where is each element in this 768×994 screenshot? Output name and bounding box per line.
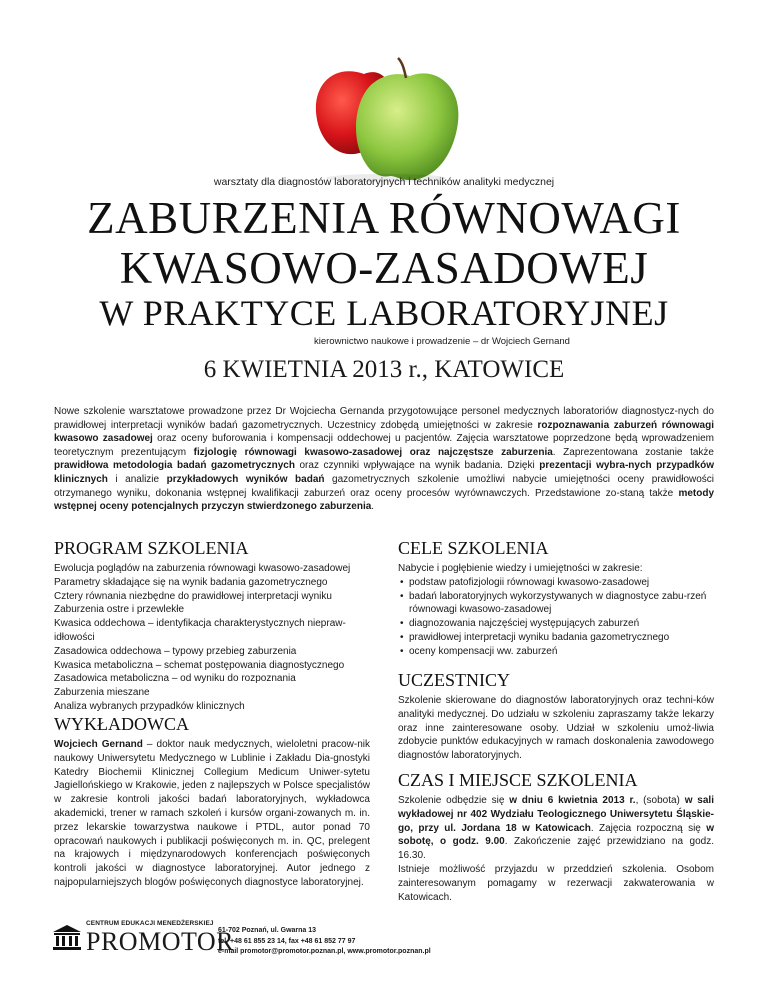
- program-item: Kwasica oddechowa – identyfikacja charakterystycznych niepraw-idłowości: [54, 618, 346, 643]
- goals-section: [398, 562, 714, 659]
- goals-list: [398, 576, 714, 659]
- promotor-logo: [52, 920, 235, 960]
- kicker-text: warsztaty dla diagnostów laboratoryjnych i techników analityki medycznej: [213, 176, 555, 188]
- goal-item: • oceny kompensacji ww. zaburzeń: [398, 645, 714, 659]
- participants-title: UCZESTNICY: [398, 670, 510, 690]
- intro-run: .: [371, 501, 375, 513]
- goal-item: • diagnozowania najczęściej występujących zaburzeń: [398, 617, 714, 631]
- title-line-3: W PRAKTYCE LABORATORYJNEJ: [99, 293, 669, 333]
- contact-info: [218, 926, 431, 958]
- intro-run: fizjologię równowagi kwasowo-zasadowej oraz najczęstsze zaburzenia: [193, 446, 553, 458]
- building-columns-icon: [52, 924, 82, 950]
- title-line-1: ZABURZENIA RÓWNOWAGI: [87, 193, 681, 243]
- logo-subtitle: CENTRUM EDUKACJI MENEDŻERSKIEJ: [86, 920, 214, 927]
- lecturer-name: Wojciech Gernand: [54, 739, 143, 750]
- contact-phone: tel. +48 61 855 23 14, fax +48 61 852 77 97: [218, 937, 356, 945]
- goals-title: CELE SZKOLENIA: [398, 538, 549, 558]
- venue-run: w sali wykładowej nr 402 Wydziału Teologicznego Uniwersytetu Śląskie-go, przy ul. Jordana 18 w Katowicach: [398, 795, 714, 834]
- venue-section: [398, 794, 714, 904]
- venue-run: . Zakończenie zajęć przewidziano na godz. 16.30.: [398, 836, 714, 862]
- venue-run: . Zajęcia rozpoczną się: [590, 822, 707, 834]
- venue-extra: Istnieje możliwość przyjazdu w przeddzień szkolenia. Osobom zainteresowanym pomagamy w rezerwacji zakwaterowania w Katowicach.: [398, 863, 714, 903]
- venue-text: [398, 794, 714, 863]
- intro-run: oraz oceny buforowania i kompensacji oddechowej u pacjentów. Zajęcia warsztatowe poprzedzone będą wprowadzeniem teoretycznym prezentującym: [54, 433, 714, 458]
- intro-run: przykładowych wyników badań: [166, 473, 325, 485]
- goals-lead: Nabycie i pogłębienie wiedzy i umiejętności w zakresie:: [398, 563, 643, 574]
- intro-run: rozpoznawania zaburzeń równowagi kwasowo zasadowej: [54, 419, 715, 445]
- intro-run: metody wstępnej oceny potencjalnych przyczyn stwierdzonego zaburzenia: [54, 487, 714, 513]
- program-item: Zasadowica metaboliczna – od wyniku do rozpoznania: [54, 673, 296, 685]
- intro-run: prezentacji wybra-nych przypadków klinicznych: [54, 460, 714, 485]
- intro-run: Nowe szkolenie warsztatowe prowadzone przez Dr Wojciecha Gernanda przygotowujące personel medycznych laboratoriów diagnostycz-nych do prawidłowej interpretacji wyników badań gazometrycznych. Uczestnicy zdobędą umiejętności w zakresie: [54, 406, 714, 431]
- program-item: Ewolucja poglądów na zaburzenia równowagi kwasowo-zasadowej: [54, 563, 351, 574]
- lecturer-bio: [54, 738, 370, 890]
- contact-email: e-mail promotor@promotor.poznan.pl, www.promotor.poznan.pl: [218, 948, 431, 955]
- goal-item: • badań laboratoryjnych wykorzystywanych w diagnostyce zabu-rzeń równowagi kwasowo-zasadowej: [398, 590, 714, 618]
- participants-text: Szkolenie skierowane do diagnostów laboratoryjnych oraz techni-ków analityki medycznej. Do udziału w szkoleniu zapraszamy także lekarzy oraz inne zainteresowane osoby. Udział w szkoleniu umoż-liwia zdobycie punktów edukacyjnych w ramach doskonalenia zawodowego diagnostów laboratoryjnych.: [398, 695, 714, 762]
- program-item: Zaburzenia ostre i przewlekłe: [54, 604, 185, 616]
- venue-title: CZAS I MIEJSCE SZKOLENIA: [398, 770, 638, 790]
- intro-run: gazometrycznych szkolenie umożliwi nabycie umiejętności oceny prawidłowości otrzymanego wyniku, dokonania wstępnej kwalifikacji zaburzeń oraz oceny procesów wyrównawczych. Przedstawione zo-staną także: [54, 473, 715, 499]
- goal-item: • podstaw patofizjologii równowagi kwasowo-zasadowej: [398, 576, 714, 590]
- program-title: PROGRAM SZKOLENIA: [54, 538, 249, 558]
- program-item: Kwasica metaboliczna – schemat postępowania diagnostycznego: [54, 659, 345, 671]
- contact-address: 61-702 Poznań, ul. Gwarna 13: [218, 927, 317, 934]
- intro-run: oraz czynniki wpływające na wynik badania. Dzięki: [294, 460, 540, 472]
- program-item: Analiza wybranych przypadków klinicznych: [54, 700, 245, 712]
- intro-run: i analizie: [107, 473, 167, 485]
- venue-run: , (sobota): [635, 795, 685, 806]
- venue-run: w sobotę, o godz. 9.00: [398, 822, 714, 848]
- intro-run: prawidłowa metodologia badań gazometrycznych: [54, 460, 295, 472]
- program-item: Cztery równania niezbędne do prawidłowej interpretacji wyniku: [54, 590, 332, 602]
- title-line-2: KWASOWO-ZASADOWEJ: [119, 243, 649, 293]
- intro-paragraph: [54, 405, 714, 514]
- logo-name: PROMOTOR: [86, 927, 235, 956]
- apples-illustration: [306, 56, 466, 184]
- lecturer-title: WYKŁADOWCA: [54, 714, 189, 734]
- lecturer-bio-text: – doktor nauk medycznych, wieloletni pracow-nik naukowy Uniwersytetu Medycznego w Lublinie i Zakładu Dia-gnostyki Katedry Biochemii Klinicznej Collegium Medicum Uniwer-sytetu Jagiellońskiego w Krakowie, jeden z najlepszych w Polsce specjalistów w zakresie kontroli jakości badań laboratoryjnych, wykładowca akademicki, trener w ramach szkoleń i kursów organi-zowanych m. in. przez lekarskie towarzystwa naukowe i PTDL, autor ponad 70 opracowań naukowych i publikacji poświęconych m. in. QC, prelegent na krajowych i międzynarodowych konferencjach poświęconych kontroli jakości w diagnostyce laboratoryjnej. Autor jednego z najpopularniejszych blogów poświęconych diagnostyce laboratoryjnej.: [54, 739, 370, 888]
- program-item: Zasadowica oddechowa – typowy przebieg zaburzenia: [54, 645, 297, 657]
- venue-run: Szkolenie odbędzie się: [398, 795, 510, 806]
- venue-run: w dniu 6 kwietnia 2013 r.: [509, 795, 636, 806]
- program-item: Parametry składające się na wynik badania gazometrycznego: [54, 576, 328, 588]
- goal-item: • prawidłowej interpretacji wyniku badania gazometrycznego: [398, 631, 714, 645]
- intro-run: . Zaprezentowana zostanie także: [552, 446, 714, 458]
- scientific-management: kierownictwo naukowe i prowadzenie – dr Wojciech Gernand: [314, 336, 570, 347]
- program-list: [54, 562, 370, 714]
- event-date: 6 KWIETNIA 2013 r., KATOWICE: [203, 356, 565, 383]
- program-item: Zaburzenia mieszane: [54, 687, 150, 699]
